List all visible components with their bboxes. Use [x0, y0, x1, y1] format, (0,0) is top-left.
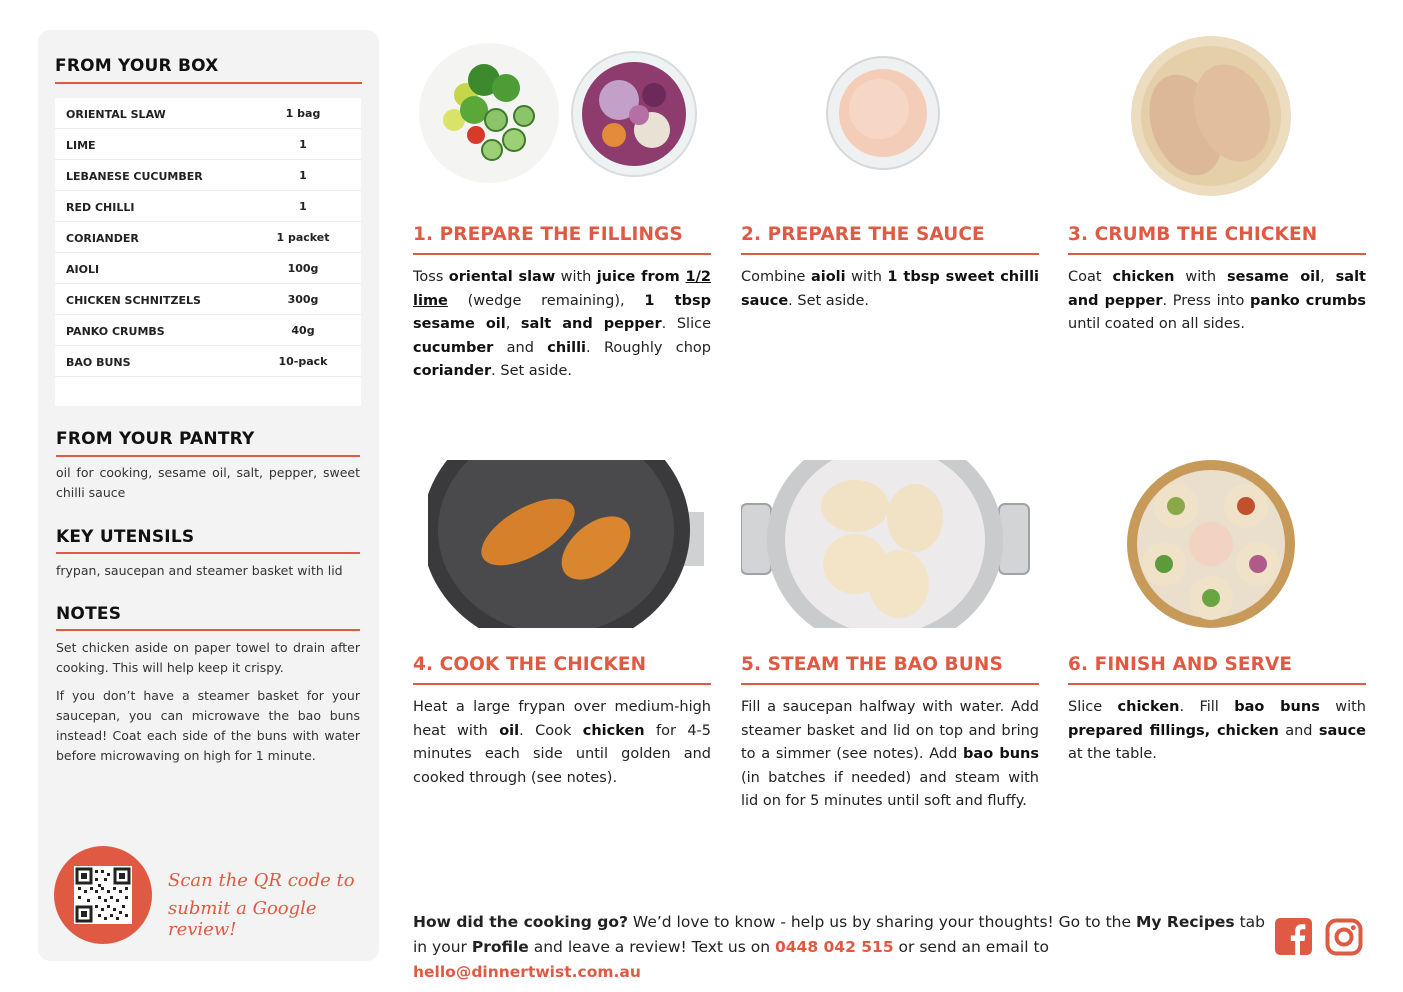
step-text-segment: oil	[499, 722, 520, 739]
step-text-segment: until coated on all sides.	[1068, 316, 1245, 332]
feedback-text-4: or send an email to	[893, 938, 1050, 956]
feedback-text-1: We’d love to know - help us by sharing your thoughts! Go to the	[627, 913, 1136, 931]
step-text-segment: Slice	[1068, 699, 1118, 715]
step-text-segment: with	[845, 269, 888, 285]
profile-link[interactable]: Profile	[471, 938, 529, 956]
ingredient-name: RED CHILLI	[66, 201, 135, 214]
step-text-segment: . Press into	[1162, 292, 1251, 309]
ingredient-name: LIME	[66, 139, 96, 152]
ingredient-qty: 1 packet	[276, 231, 330, 244]
step-text-segment: . Set aside.	[491, 363, 572, 379]
step-text-segment: bao buns	[1234, 699, 1320, 715]
feedback-question: How did the cooking go?	[413, 913, 628, 931]
step-text-segment: . Roughly chop	[586, 339, 711, 356]
feedback-text-3: and leave a review! Text us on	[528, 938, 775, 956]
step-text-segment: panko crumbs	[1250, 292, 1366, 309]
step-text-segment: (in batches if needed) and steam with lid on for 5 minutes until soft and fluffy.	[741, 769, 1039, 809]
ingredient-qty: 1	[299, 200, 307, 213]
step-text-segment: with	[1319, 699, 1366, 715]
ingredient-qty: 1 bag	[285, 107, 321, 120]
title-divider	[56, 629, 360, 631]
ingredient-qty: 300g	[287, 293, 319, 306]
instagram-icon[interactable]	[1325, 918, 1363, 956]
step-text-segment: bao buns	[963, 746, 1039, 762]
fillings-photo	[414, 40, 704, 190]
ingredients-table	[55, 98, 361, 406]
step-4-title: 4. COOK THE CHICKEN	[413, 654, 647, 675]
ingredient-row	[55, 284, 361, 315]
qr-code-badge[interactable]	[54, 846, 152, 944]
ingredient-name: AIOLI	[66, 263, 100, 276]
ingredient-qty: 40g	[291, 324, 315, 337]
step-text-segment: sauce	[1318, 722, 1366, 739]
sauce-photo	[824, 55, 942, 173]
qr-caption-line-1: Scan the QR code to	[168, 870, 355, 891]
frypan-photo	[428, 460, 704, 628]
step-divider	[1068, 683, 1366, 685]
pantry-text: oil for cooking, sesame oil, salt, pepper, sweet chilli sauce	[56, 465, 360, 500]
crumbed-chicken-photo	[1128, 33, 1294, 199]
step-text-segment: 1/2 lime	[413, 269, 711, 309]
title-divider	[56, 455, 360, 457]
notes-text-1: Set chicken aside on paper towel to drain after cooking. This will help keep it crispy.	[56, 640, 360, 675]
step-4-text	[413, 696, 711, 790]
utensils-text: frypan, saucepan and steamer basket with lid	[56, 563, 343, 578]
step-1-title: 1. PREPARE THE FILLINGS	[413, 224, 683, 245]
step-text-segment: Heat a large frypan over medium-high heat with	[413, 699, 711, 739]
ingredient-row	[55, 346, 361, 377]
ingredient-qty: 1	[299, 169, 307, 182]
step-text-segment: 1 tbsp sesame oil	[413, 292, 711, 332]
step-5-text	[741, 696, 1039, 814]
step-2-title: 2. PREPARE THE SAUCE	[741, 224, 985, 245]
step-text-segment: prepared fillings, chicken	[1068, 722, 1279, 739]
step-text-segment: for 4-5 minutes each side until golden and cooked through (see notes).	[413, 722, 712, 786]
key-utensils-title: KEY UTENSILS	[56, 527, 195, 547]
step-text-segment: at the table.	[1068, 746, 1157, 762]
step-3-text	[1068, 266, 1366, 337]
step-text-segment: Combine	[741, 269, 811, 285]
title-divider	[55, 82, 362, 84]
step-5-title: 5. STEAM THE BAO BUNS	[741, 654, 1003, 675]
step-text-segment: salt and pepper	[1068, 269, 1366, 309]
ingredient-row	[55, 315, 361, 346]
step-text-segment: chicken	[1117, 699, 1180, 715]
step-text-segment: . Fill	[1179, 699, 1235, 715]
step-divider	[741, 683, 1039, 685]
served-bao-photo	[1124, 460, 1298, 628]
step-text-segment: ,	[1320, 269, 1336, 285]
step-text-segment: oriental slaw	[448, 269, 556, 285]
step-text-segment: aioli	[810, 269, 846, 285]
step-2-text	[741, 266, 1039, 313]
email-link[interactable]: hello@dinnertwist.com.au	[413, 963, 641, 981]
step-text-segment: (wedge remaining),	[447, 292, 645, 309]
steamer-photo	[741, 460, 1031, 628]
step-6-text	[1068, 696, 1366, 767]
title-divider	[56, 552, 360, 554]
step-text-segment: 1 tbsp sweet chilli sauce	[741, 269, 1040, 309]
step-text-segment: chilli	[547, 339, 587, 356]
step-text-segment: ,	[505, 316, 521, 332]
step-text-segment: with	[555, 269, 597, 285]
from-your-box-title: FROM YOUR BOX	[55, 56, 219, 76]
ingredient-name: CHICKEN SCHNITZELS	[66, 294, 201, 307]
ingredient-row	[55, 98, 361, 129]
step-1-text	[413, 266, 711, 384]
notes-text-2: If you don’t have a steamer basket for your saucepan, you can microwave the bao buns instead! Coat each side of the buns with water before microwaving on high for 1 minute.	[56, 688, 360, 763]
phone-link[interactable]: 0448 042 515	[774, 938, 894, 956]
step-text-segment: . Slice	[661, 316, 711, 332]
step-text-segment: juice from	[596, 269, 686, 285]
step-3-title: 3. CRUMB THE CHICKEN	[1068, 224, 1318, 245]
facebook-icon[interactable]	[1275, 918, 1312, 955]
step-6-title: 6. FINISH AND SERVE	[1068, 654, 1293, 675]
step-text-segment: coriander	[413, 363, 492, 379]
step-text-segment: salt and pepper	[520, 316, 662, 332]
step-text-segment: Coat	[1068, 269, 1113, 285]
step-text-segment: sesame oil	[1227, 269, 1321, 285]
feedback-text-2: tab in your	[413, 913, 1266, 956]
ingredient-name: LEBANESE CUCUMBER	[66, 170, 203, 183]
ingredient-qty: 10-pack	[278, 355, 328, 368]
ingredient-qty: 100g	[287, 262, 319, 275]
step-text-segment: and	[1278, 722, 1319, 739]
my-recipes-link[interactable]: My Recipes	[1135, 913, 1235, 931]
feedback-footer	[413, 910, 1273, 985]
ingredient-name: CORIANDER	[66, 232, 139, 245]
ingredient-row	[55, 129, 361, 160]
ingredient-qty: 1	[299, 138, 307, 151]
from-your-pantry-title: FROM YOUR PANTRY	[56, 429, 255, 449]
step-divider	[413, 683, 711, 685]
ingredient-name: PANKO CRUMBS	[66, 325, 165, 338]
qr-code-icon	[74, 866, 132, 924]
step-text-segment: . Set aside.	[788, 292, 870, 309]
notes-title: NOTES	[56, 604, 122, 624]
step-text-segment: cucumber	[413, 339, 494, 356]
ingredient-row	[55, 222, 361, 253]
step-divider	[413, 253, 711, 255]
step-text-segment: . Cook	[519, 722, 583, 739]
ingredient-name: BAO BUNS	[66, 356, 131, 369]
ingredient-row	[55, 191, 361, 222]
ingredient-name: ORIENTAL SLAW	[66, 108, 166, 121]
ingredient-row	[55, 160, 361, 191]
step-text-segment: Fill a saucepan halfway with water. Add steamer basket and lid on top and bring to a simmer (see notes). Add	[741, 699, 1039, 762]
step-text-segment: with	[1174, 269, 1228, 285]
step-text-segment: Toss	[413, 269, 449, 285]
ingredient-row	[55, 253, 361, 284]
step-text-segment: chicken	[582, 722, 645, 739]
step-divider	[741, 253, 1039, 255]
qr-caption-line-2: submit a Google review!	[168, 898, 317, 940]
step-divider	[1068, 253, 1366, 255]
step-text-segment: and	[493, 339, 548, 356]
step-text-segment: chicken	[1112, 269, 1175, 285]
